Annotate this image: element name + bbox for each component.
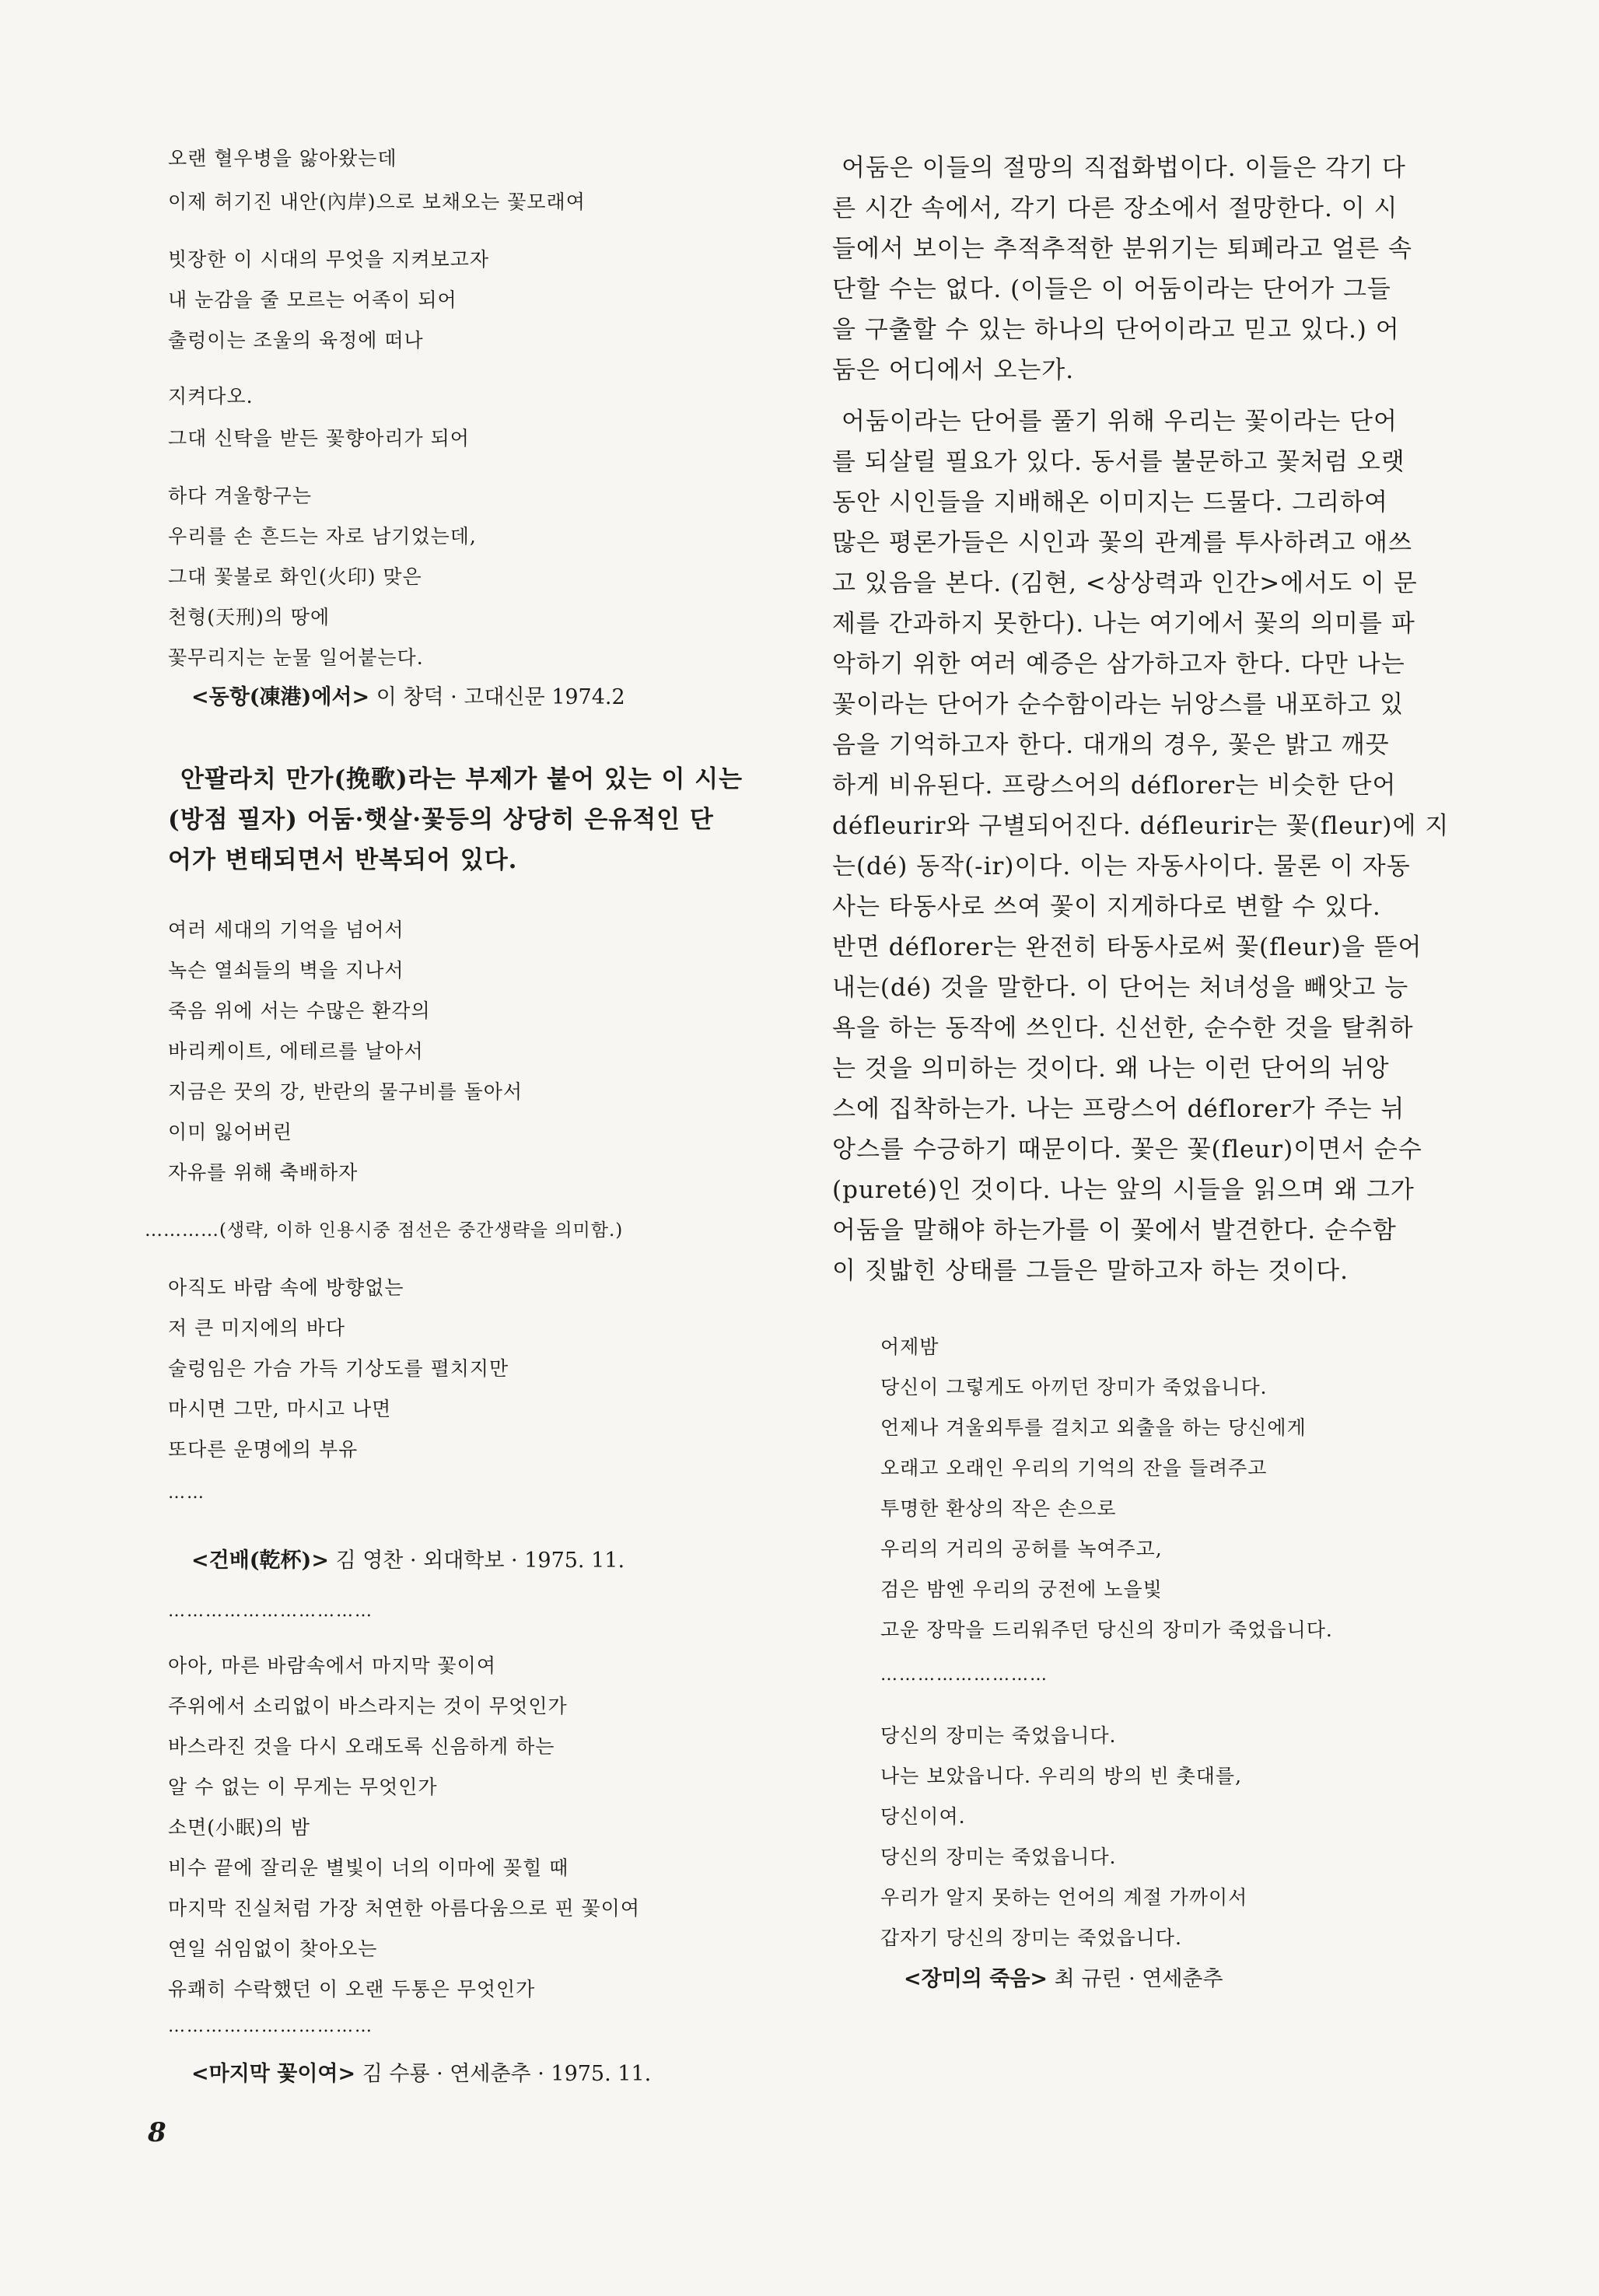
poem-line: 당신이 그렇게도 아끼던 장미가 죽었읍니다. xyxy=(880,1376,1268,1398)
poem-line: 그대 꽃불로 화인(火印) 맞은 xyxy=(168,565,422,588)
poem-line: 갑자기 당신의 장미는 죽었읍니다. xyxy=(880,1927,1182,1949)
poem-line: 녹슨 열쇠들의 벽을 지나서 xyxy=(168,959,404,982)
citation-source: 최 규린 · 연세춘추 xyxy=(1054,1967,1223,1991)
poem-line: 빗장한 이 시대의 무엇을 지켜보고자 xyxy=(168,248,490,271)
prose-line: 음을 기억하고자 한다. 대개의 경우, 꽃은 밝고 깨끗 xyxy=(832,731,1390,759)
page-number: 8 xyxy=(148,2117,166,2148)
prose-line: 사는 타동사로 쓰여 꽃이 지게하다로 변할 수 있다. xyxy=(832,893,1381,921)
citation xyxy=(191,2061,651,2088)
prose-line: 안팔라치 만가(挽歌)라는 부제가 붙어 있는 이 시는 xyxy=(180,765,744,793)
poem-line: 비수 끝에 잘리운 별빛이 너의 이마에 꽂힐 때 xyxy=(168,1857,569,1879)
prose-line: 악하기 위한 여러 예증은 삼가하고자 한다. 다만 나는 xyxy=(832,650,1405,678)
poem-line: 바리케이트, 에테르를 날아서 xyxy=(168,1040,424,1062)
citation-source: 김 영찬 · 외대학보 · 1975. 11. xyxy=(335,1549,625,1573)
prose-line: 는 것을 의미하는 것이다. 왜 나는 이런 단어의 뉘앙 xyxy=(832,1055,1390,1083)
poem-line: 지금은 꿋의 강, 반란의 물구비를 돌아서 xyxy=(168,1080,523,1103)
poem-line: 자유를 위해 축배하자 xyxy=(168,1161,359,1184)
poem-line: 투명한 환상의 작은 손으로 xyxy=(880,1497,1117,1520)
citation-title: <장미의 죽음> xyxy=(904,1967,1048,1991)
poem-line: 저 큰 미지에의 바다 xyxy=(168,1317,346,1339)
prose-line: 어둠이라는 단어를 풀기 위해 우리는 꽃이라는 단어 xyxy=(841,408,1398,436)
poem-line: 죽음 위에 서는 수많은 환각의 xyxy=(168,999,431,1022)
ellipsis-note: …………(생략, 이하 인용시중 점선은 중간생략을 의미함.) xyxy=(145,1220,624,1241)
poem-line: 당신의 장미는 죽었읍니다. xyxy=(880,1724,1117,1747)
poem-line: 오랜 혈우병을 앓아왔는데 xyxy=(168,147,397,170)
poem-line: 유쾌히 수락했던 이 오랜 두통은 무엇인가 xyxy=(168,1978,536,2000)
prose-line: 을 구출할 수 있는 하나의 단어이라고 믿고 있다.) 어 xyxy=(832,316,1400,344)
prose-line: 를 되살릴 필요가 있다. 동서를 불문하고 꽃처럼 오랫 xyxy=(832,448,1405,476)
prose-line: 어둠을 말해야 하는가를 이 꽃에서 발견한다. 순수함 xyxy=(832,1216,1397,1244)
poem-line: 이미 잃어버린 xyxy=(168,1121,292,1143)
prose-line: 많은 평론가들은 시인과 꽃의 관계를 투사하려고 애쓰 xyxy=(832,529,1412,557)
poem-line: 검은 밤엔 우리의 궁전에 노을빛 xyxy=(880,1578,1163,1601)
citation xyxy=(904,1966,1223,1993)
prose-line: (방점 필자) 어둠·햇살·꽃등의 상당히 은유적인 단 xyxy=(168,806,714,834)
poem-line: 당신이여. xyxy=(880,1805,966,1828)
ellipsis: ……………………… xyxy=(880,1665,1048,1685)
ellipsis: …………………………… xyxy=(168,1601,373,1621)
prose-line: 스에 집착하는가. 나는 프랑스어 déflorer가 주는 뉘 xyxy=(832,1095,1405,1123)
prose-line: 는(dé) 동작(-ir)이다. 이는 자동사이다. 물론 이 자동 xyxy=(832,852,1411,880)
prose-line: 내는(dé) 것을 말한다. 이 단어는 처녀성을 빼앗고 능 xyxy=(832,974,1409,1002)
poem-line: 어제밤 xyxy=(880,1335,939,1358)
citation-title: <건배(乾杯)> xyxy=(191,1549,329,1573)
ellipsis: …… xyxy=(168,1483,205,1503)
prose-line: 둠은 어디에서 오는가. xyxy=(832,356,1075,384)
poem-line: 출렁이는 조울의 육정에 떠나 xyxy=(168,329,424,352)
prose-line: 어가 변태되면서 반복되어 있다. xyxy=(168,846,518,874)
poem-line: 나는 보았읍니다. 우리의 방의 빈 촛대를, xyxy=(880,1765,1243,1787)
poem-line: 꽃무리지는 눈물 일어붙는다. xyxy=(168,646,424,669)
prose-line: 단할 수는 없다. (이들은 이 어둠이라는 단어가 그들 xyxy=(832,275,1391,303)
poem-line: 하다 겨울항구는 xyxy=(168,485,312,507)
poem-line: 여러 세대의 기억을 넘어서 xyxy=(168,919,404,941)
prose-line: 고 있음을 본다. (김현, <상상력과 인간>에서도 이 문 xyxy=(832,569,1418,597)
prose-line: 른 시간 속에서, 각기 다른 장소에서 절망한다. 이 시 xyxy=(832,194,1398,222)
poem-line: 우리의 거리의 공허를 녹여주고, xyxy=(880,1538,1163,1560)
poem-line: 지켜다오. xyxy=(168,385,254,408)
poem-line: 아직도 바람 속에 방향없는 xyxy=(168,1276,404,1299)
poem-line: 연일 쉬임없이 찾아오는 xyxy=(168,1937,378,1960)
prose-line: 어둠은 이들의 절망의 직접화법이다. 이들은 각기 다 xyxy=(841,154,1406,182)
prose-line: 반면 déflorer는 완전히 타동사로써 꽃(fleur)을 뜯어 xyxy=(832,933,1422,961)
prose-line: 제를 간과하지 못한다). 나는 여기에서 꽃의 의미를 파 xyxy=(832,610,1415,638)
poem-line: 그대 신탁을 받든 꽃향아리가 되어 xyxy=(168,427,470,450)
prose-line: 하게 비유된다. 프랑스어의 déflorer는 비슷한 단어 xyxy=(832,772,1397,800)
poem-line: 우리를 손 흔드는 자로 남기었는데, xyxy=(168,525,477,548)
poem-line: 이제 허기진 내안(內岸)으로 보채오는 꽃모래여 xyxy=(168,191,586,213)
poem-line: 주위에서 소리없이 바스라지는 것이 무엇인가 xyxy=(168,1695,568,1717)
citation-title: <동항(凍港)에서> xyxy=(191,685,370,709)
poem-line: 고운 장막을 드리워주던 당신의 장미가 죽었읍니다. xyxy=(880,1619,1333,1641)
ellipsis: …………………………… xyxy=(168,2017,373,2036)
poem-line: 마지막 진실처럼 가장 처연한 아름다움으로 핀 꽃이여 xyxy=(168,1897,640,1920)
prose-line: (pureté)인 것이다. 나는 앞의 시들을 읽으며 왜 그가 xyxy=(832,1176,1415,1204)
prose-line: 이 짓밟힌 상태를 그들은 말하고자 하는 것이다. xyxy=(832,1257,1349,1285)
poem-line: 술렁임은 가슴 가득 기상도를 펼치지만 xyxy=(168,1357,509,1380)
prose-line: 욕을 하는 동작에 쓰인다. 신선한, 순수한 것을 탈취하 xyxy=(832,1014,1414,1042)
poem-line: 알 수 없는 이 무게는 무엇인가 xyxy=(168,1776,438,1798)
citation xyxy=(191,1548,625,1574)
prose-line: 들에서 보이는 추적추적한 분위기는 퇴폐라고 얼른 속 xyxy=(832,235,1412,263)
poem-line: 내 눈감을 줄 모르는 어족이 되어 xyxy=(168,289,457,311)
prose-line: défleurir와 구별되어진다. défleurir는 꽃(fleur)에 지 xyxy=(832,812,1450,840)
citation-source: 이 창덕 · 고대신문 1974.2 xyxy=(376,685,625,709)
poem-line: 당신의 장미는 죽었읍니다. xyxy=(880,1846,1117,1868)
poem-line: 오래고 오래인 우리의 기억의 잔을 들려주고 xyxy=(880,1457,1268,1479)
citation-title: <마지막 꽃이여> xyxy=(191,2062,356,2086)
prose-line: 꽃이라는 단어가 순수함이라는 뉘앙스를 내포하고 있 xyxy=(832,691,1405,719)
poem-line: 또다른 운명에의 부유 xyxy=(168,1438,359,1461)
citation xyxy=(191,684,625,711)
prose-line: 앙스를 수긍하기 때문이다. 꽃은 꽃(fleur)이면서 순수 xyxy=(832,1136,1422,1164)
poem-line: 우리가 알지 못하는 언어의 계절 가까이서 xyxy=(880,1886,1248,1909)
poem-line: 마시면 그만, 마시고 나면 xyxy=(168,1398,392,1420)
prose-line: 동안 시인들을 지배해온 이미지는 드물다. 그리하여 xyxy=(832,488,1388,516)
citation-source: 김 수룡 · 연세춘추 · 1975. 11. xyxy=(362,2062,652,2086)
poem-line: 아아, 마른 바람속에서 마지막 꽃이여 xyxy=(168,1654,496,1677)
poem-line: 바스라진 것을 다시 오래도록 신음하게 하는 xyxy=(168,1735,555,1758)
poem-line: 언제나 겨울외투를 걸치고 외출을 하는 당신에게 xyxy=(880,1416,1307,1439)
poem-line: 소면(小眠)의 밤 xyxy=(168,1816,311,1839)
poem-line: 천형(天刑)의 땅에 xyxy=(168,606,331,628)
